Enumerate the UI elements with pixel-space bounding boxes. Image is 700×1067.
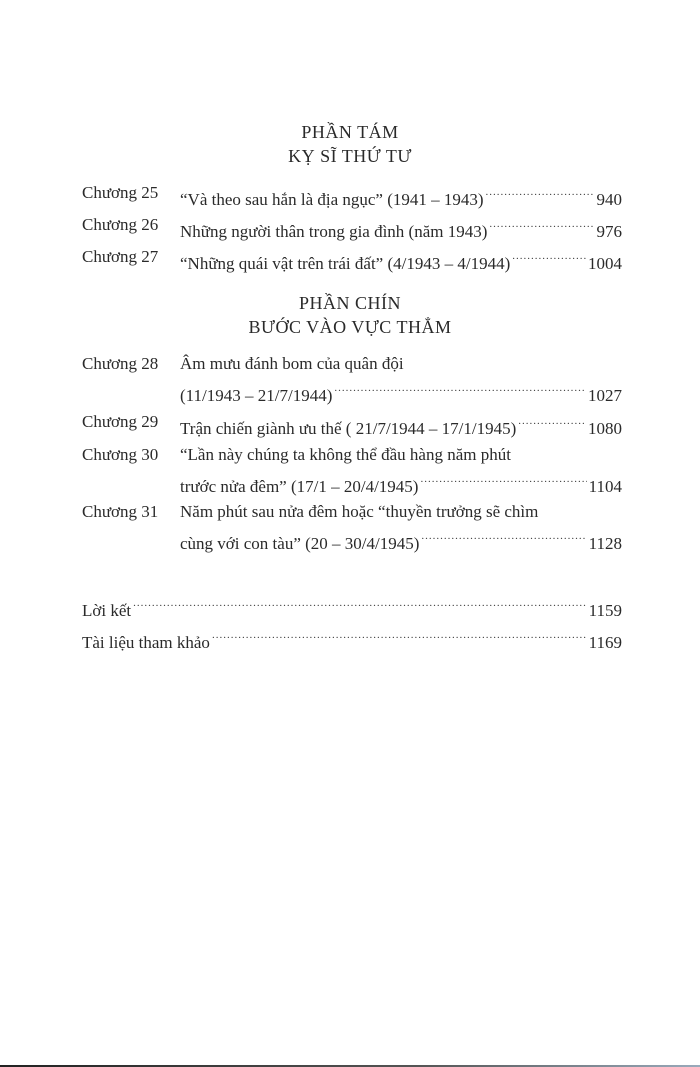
part-label: PHẦN TÁM <box>301 122 399 142</box>
chapter-title-line-2: cùng với con tàu” (20 – 30/4/1945) <box>180 534 420 553</box>
toc-entry-bibliography[interactable] <box>82 623 622 652</box>
chapter-number: Chương 31 <box>82 502 159 521</box>
dot-leader <box>420 467 586 492</box>
dot-leader <box>489 212 594 237</box>
chapter-number: Chương 25 <box>82 183 159 202</box>
page-number: 976 <box>596 222 622 241</box>
dot-leader <box>334 376 586 401</box>
entry-title: Lời kết <box>82 601 132 620</box>
dot-leader <box>421 524 586 549</box>
chapter-title: Trận chiến giành ưu thế ( 21/7/1944 – 17/1/1945) <box>180 419 517 438</box>
chapter-title: “Những quái vật trên trái đất” (4/1943 – 4/1944) <box>180 254 511 273</box>
page-number: 1027 <box>588 386 622 405</box>
dot-leader <box>486 180 595 205</box>
chapter-title: “Và theo sau hắn là địa ngục” (1941 – 1943) <box>180 190 484 209</box>
toc-entry-epilogue[interactable] <box>82 591 622 620</box>
page-number: 1159 <box>588 601 622 620</box>
part-heading <box>0 291 700 339</box>
chapter-title-line-2: trước nửa đêm” (17/1 – 20/4/1945) <box>180 477 419 496</box>
dot-leader <box>518 409 586 434</box>
page-number: 1004 <box>588 254 622 273</box>
chapter-number: Chương 30 <box>82 445 159 464</box>
part-label: PHẦN CHÍN <box>298 293 401 313</box>
chapter-number: Chương 26 <box>82 215 159 234</box>
page-number: 1080 <box>588 419 622 438</box>
part-title: KỴ SĨ THỨ TƯ <box>288 146 412 166</box>
part-title: BƯỚC VÀO VỰC THẲM <box>248 317 452 337</box>
page-number: 1169 <box>588 633 622 652</box>
dot-leader <box>512 244 586 269</box>
chapter-title-line-1: Âm mưu đánh bom của quân đội <box>180 354 404 373</box>
chapter-number: Chương 28 <box>82 354 159 373</box>
entry-title: Tài liệu tham khảo <box>82 633 210 652</box>
chapter-number: Chương 27 <box>82 247 159 266</box>
part-heading <box>0 120 700 168</box>
chapter-number: Chương 29 <box>82 412 159 431</box>
page-number: 940 <box>596 190 622 209</box>
page-number: 1128 <box>588 534 622 553</box>
page-number: 1104 <box>588 477 622 496</box>
dot-leader <box>212 623 587 648</box>
dot-leader <box>133 591 587 616</box>
chapter-title: Những người thân trong gia đình (năm 1943) <box>180 222 488 241</box>
chapter-title-line-2: (11/1943 – 21/7/1944) <box>180 386 333 405</box>
chapter-title-line-1: Năm phút sau nửa đêm hoặc “thuyền trưởng sẽ chìm <box>180 502 539 521</box>
chapter-title-line-1: “Lần này chúng ta không thể đầu hàng năm phút <box>180 445 511 464</box>
